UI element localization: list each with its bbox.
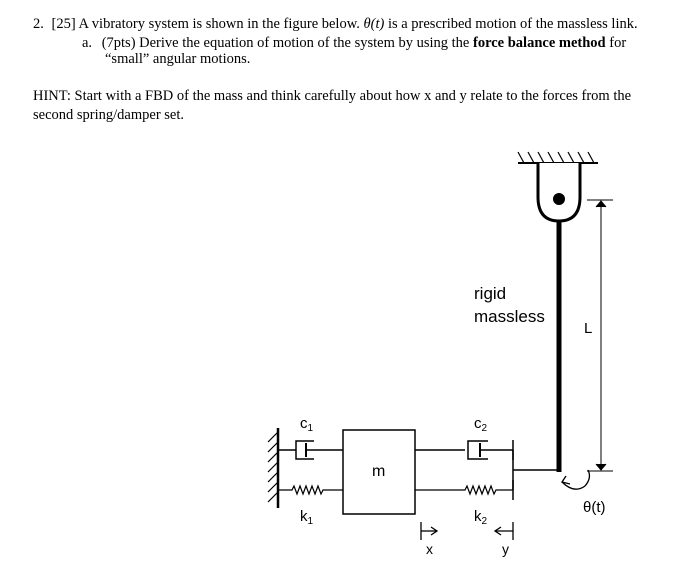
- label-rigid: rigid: [474, 284, 507, 303]
- part-a-bold-text: force balance method: [472, 35, 606, 51]
- label-mass: m: [372, 463, 386, 480]
- label-massless: massless: [474, 307, 545, 326]
- x-arrow: [421, 522, 437, 540]
- theta-arrow: [562, 470, 589, 489]
- hint-text-2: second spring/damper set.: [33, 107, 185, 123]
- link-connector: [513, 450, 559, 490]
- y-arrow: [495, 522, 513, 540]
- spring-k1: [278, 486, 343, 494]
- label-length: L: [584, 320, 593, 337]
- label-k1: $k_1$: [300, 508, 314, 527]
- damper-c1: [278, 441, 343, 459]
- part-a-text-2: “small” angular motions.: [105, 51, 251, 67]
- label-k2: $k_2$: [474, 508, 488, 527]
- left-wall: [268, 428, 278, 508]
- damper-c2: [415, 440, 513, 460]
- label-x: x: [426, 541, 433, 557]
- spring-k2: [415, 480, 513, 500]
- part-a-text-end: for: [609, 35, 627, 51]
- problem-number: 2.: [33, 16, 44, 32]
- label-theta: θ(t): [583, 499, 606, 516]
- problem-intro: A vibratory system is shown in the figure below.: [78, 16, 360, 32]
- part-a-text: (7pts) Derive the equation of motion of the system by using the: [101, 35, 470, 51]
- part-label: a.: [82, 35, 93, 51]
- ceiling-support: [518, 152, 598, 221]
- problem-intro-continued: is a prescribed motion of the massless link.: [387, 16, 638, 32]
- theta-inline: θ(t): [363, 16, 385, 32]
- label-y: y: [502, 541, 509, 557]
- problem-points: [25]: [51, 16, 76, 32]
- hint-text-1: HINT: Start with a FBD of the mass and think carefully about how x and y relate to the forces from the: [33, 88, 632, 104]
- label-c2: $c_2$: [474, 415, 488, 434]
- label-c1: $c_1$: [300, 415, 314, 434]
